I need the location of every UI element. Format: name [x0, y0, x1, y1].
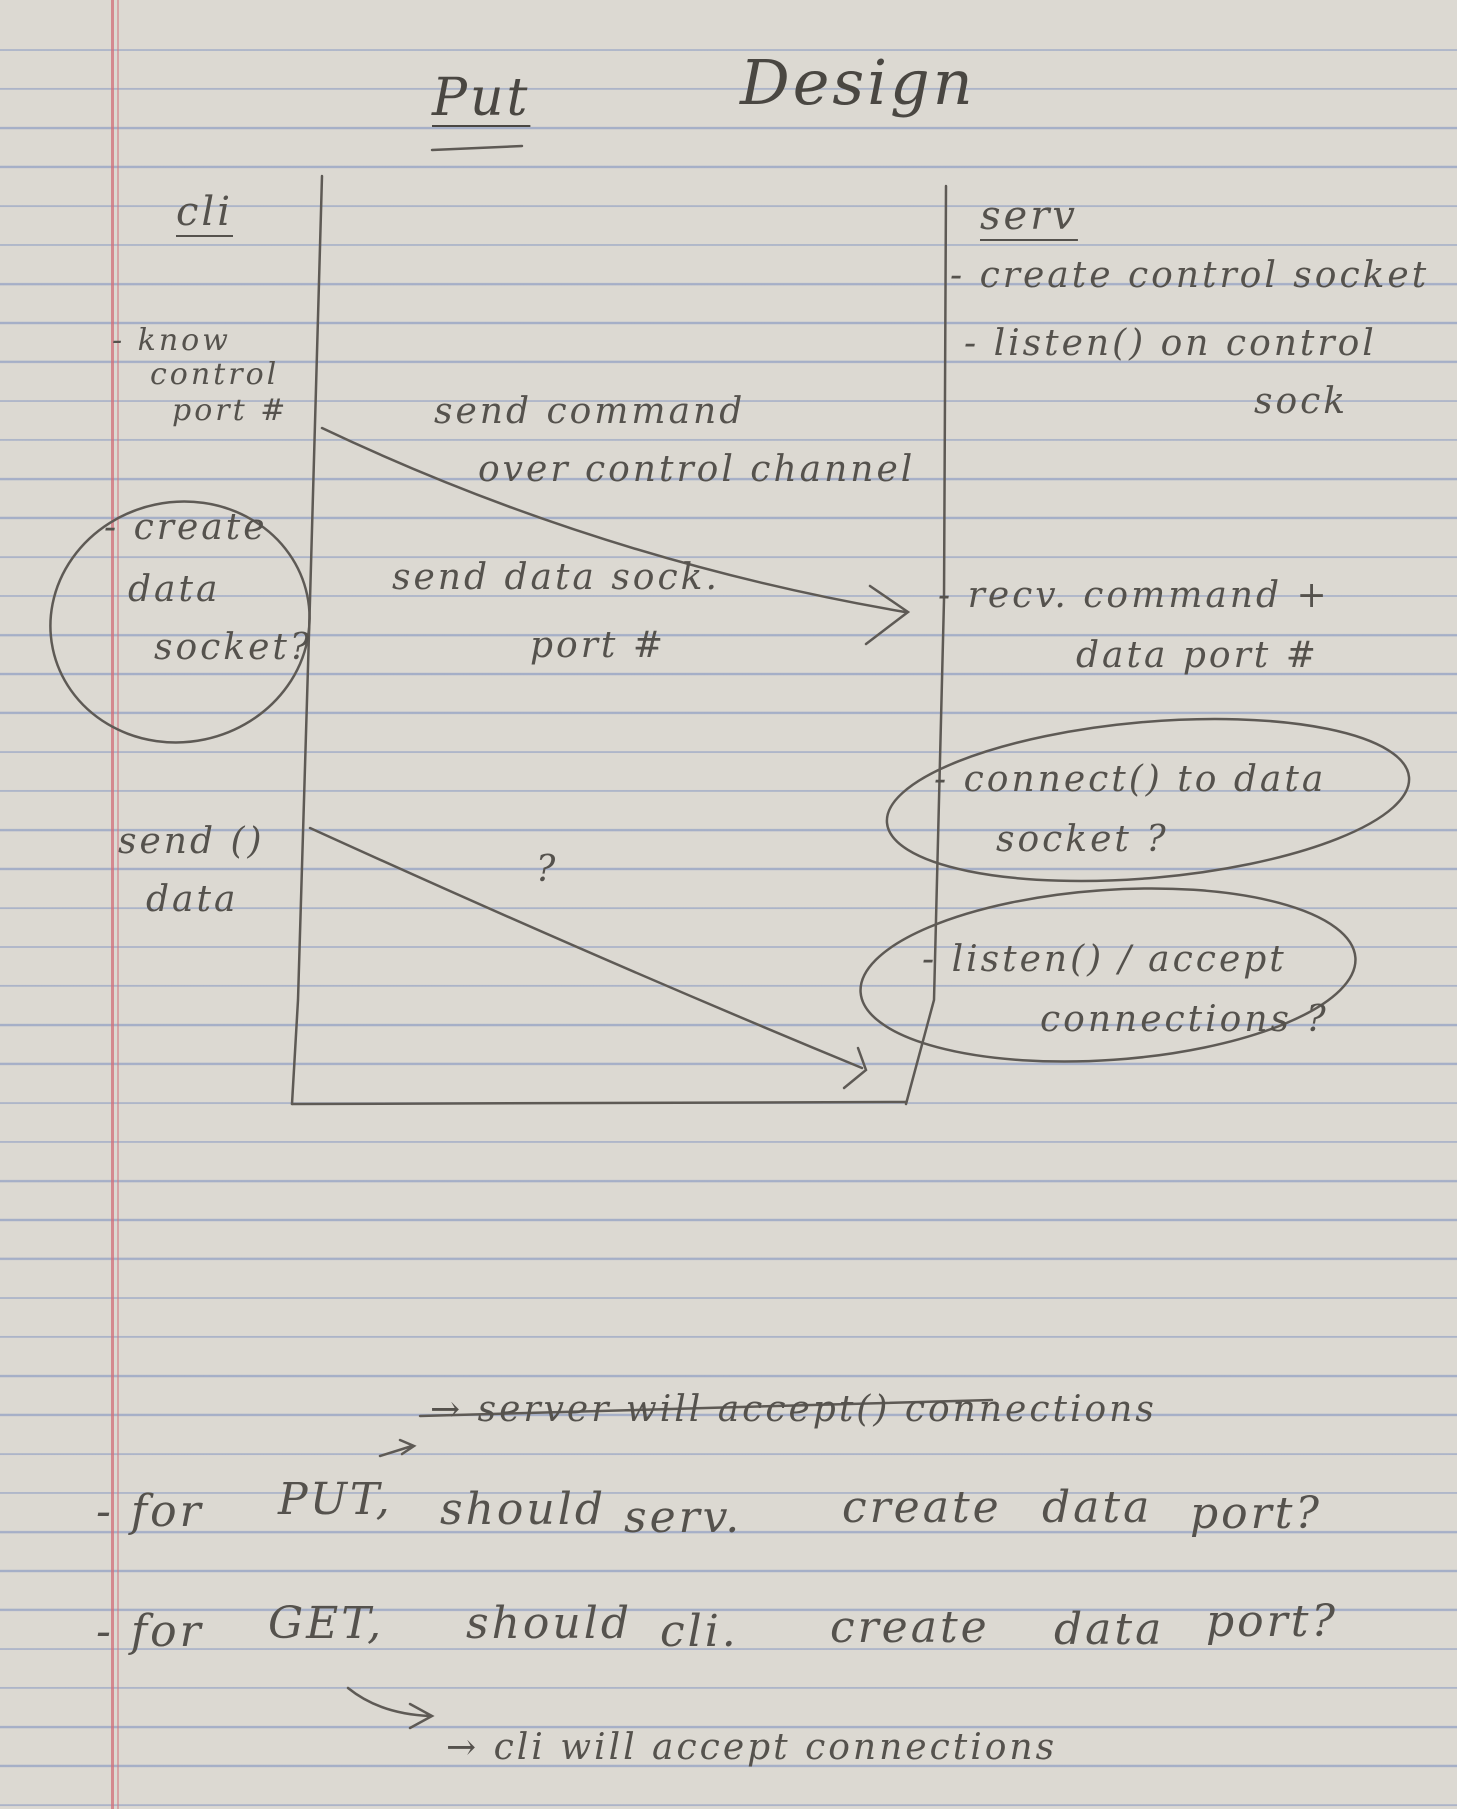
- title-put: Put: [432, 68, 531, 128]
- server-heading: serv: [980, 193, 1078, 239]
- get-q-cli: cli.: [660, 1606, 739, 1657]
- put-q-create: create: [842, 1482, 1002, 1533]
- server-connect-socket: socket ?: [996, 819, 1169, 860]
- put-underline: [432, 146, 522, 150]
- note-server-accept: → server will accept() connections: [430, 1389, 1157, 1430]
- title-design: Design: [740, 46, 976, 119]
- client-heading: cli: [176, 189, 233, 235]
- server-data-port: data port #: [1076, 635, 1319, 676]
- put-q-for: - for: [96, 1486, 204, 1537]
- put-q-serv: serv.: [624, 1492, 743, 1543]
- get-q-for: - for: [96, 1606, 204, 1657]
- get-q-create: create: [830, 1602, 990, 1653]
- client-send: send (): [118, 821, 265, 862]
- server-listen-control: - listen() on control: [964, 323, 1377, 364]
- note-client-accept: → cli will accept connections: [446, 1727, 1058, 1768]
- client-control: control: [150, 357, 280, 392]
- client-data: data: [128, 569, 221, 610]
- msg-send-data-sock: send data sock.: [392, 557, 720, 598]
- client-know: - know: [112, 323, 231, 358]
- client-create: - create: [104, 507, 268, 548]
- diagram-baseline: [292, 1102, 906, 1104]
- server-connect: - connect() to data: [934, 759, 1327, 800]
- get-q-data: data: [1054, 1604, 1165, 1655]
- get-q-should: should: [466, 1598, 632, 1649]
- put-q-port: port?: [1190, 1488, 1322, 1539]
- msg-over-control: over control channel: [478, 449, 916, 490]
- msg-unknown: ?: [536, 849, 559, 890]
- msg-send-command: send command: [434, 391, 746, 432]
- put-q-should: should: [440, 1484, 606, 1535]
- server-sock: sock: [1254, 381, 1349, 422]
- client-port: port #: [172, 393, 289, 428]
- server-create-control: - create control socket: [950, 255, 1430, 296]
- connect-circle: [880, 699, 1416, 900]
- command-arrowhead: [866, 586, 908, 644]
- server-connections: connections ?: [1040, 999, 1329, 1040]
- get-q-port: port?: [1206, 1596, 1338, 1647]
- msg-port: port #: [530, 625, 667, 666]
- client-accept-arrow: [348, 1688, 432, 1728]
- server-listen-accept: - listen() / accept: [922, 939, 1287, 980]
- put-q-put: PUT,: [278, 1474, 393, 1525]
- client-socket: socket?: [154, 627, 313, 668]
- put-q-data: data: [1042, 1482, 1153, 1533]
- data-arrow: [310, 828, 862, 1068]
- server-recv: - recv. command +: [938, 575, 1330, 616]
- get-q-get: GET,: [268, 1598, 385, 1649]
- client-send-data: data: [146, 879, 239, 920]
- server-accept-arrow: [380, 1440, 414, 1456]
